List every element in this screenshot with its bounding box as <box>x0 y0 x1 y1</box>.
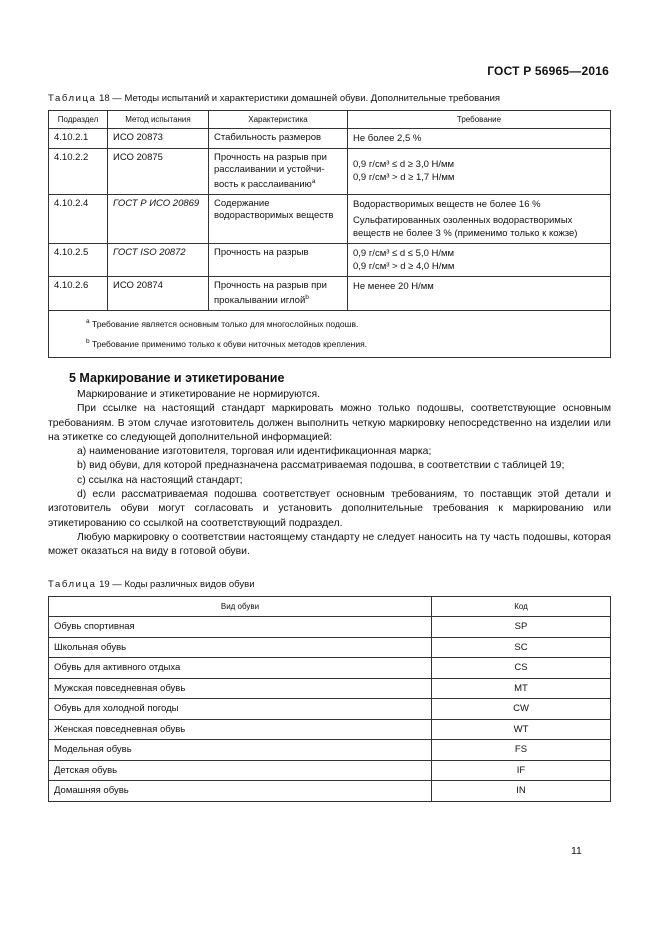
cell-requirement: Не менее 20 Н/мм <box>348 277 611 311</box>
requirement-line: 0,9 г/см³ ≤ d ≤ 5,0 Н/мм <box>353 248 455 260</box>
cell-section: 4.10.2.2 <box>49 149 108 195</box>
table-18 <box>48 110 611 358</box>
list-item: a) наименование изготовителя, торговая или идентификационная марка; <box>77 446 432 458</box>
cell-code: SC <box>432 637 611 658</box>
footnote-text: Требование является основным только для многослойных подошв. <box>89 319 359 330</box>
table-row <box>49 244 611 277</box>
table-header-row <box>49 111 611 129</box>
cell-section: 4.10.2.4 <box>49 195 108 244</box>
cell-type: Домашняя обувь <box>49 781 432 802</box>
table-18-caption-text: 18 — Методы испытаний и характеристики домашней обуви. Дополнительные требования <box>96 93 501 104</box>
characteristic-text: Прочность на разрыв при расслаивании и устойчи-вость к расслаиванию <box>214 152 327 191</box>
characteristic-text: Прочность на разрыв при прокалывании иглой <box>214 280 327 307</box>
cell-requirement: Не более 2,5 % <box>348 129 611 149</box>
cell-method: ИСО 20874 <box>108 277 209 311</box>
cell-type: Мужская повседневная обувь <box>49 678 432 699</box>
cell-method: ИСО 20875 <box>108 149 209 195</box>
paragraph: Маркирование и этикетирование не нормируются. <box>77 389 320 400</box>
table-row <box>49 129 611 149</box>
cell-code: IF <box>432 760 611 781</box>
table-row <box>49 195 611 244</box>
cell-method: ГОСТ ISO 20872 <box>108 244 209 277</box>
cell-code: SP <box>432 617 611 638</box>
requirement-line: 0,9 г/см³ > d ≥ 1,7 Н/мм <box>353 172 455 183</box>
cell-type: Модельная обувь <box>49 740 432 761</box>
cell-section: 4.10.2.5 <box>49 244 108 277</box>
column-header: Код <box>432 597 611 617</box>
document-code: ГОСТ Р 56965—2016 <box>487 64 609 78</box>
table-19-caption <box>48 579 255 590</box>
table-18-caption <box>48 93 500 104</box>
cell-section: 4.10.2.6 <box>49 277 108 311</box>
requirement-line: 0,9 г/см³ ≤ d ≥ 3,0 Н/мм <box>353 159 455 170</box>
cell-characteristic <box>209 277 348 311</box>
cell-type: Детская обувь <box>49 760 432 781</box>
cell-method: ГОСТ Р ИСО 20869 <box>108 195 209 244</box>
column-header: Подраздел <box>49 111 108 129</box>
paragraph: Любую маркировку о соответствии настоящему стандарту не следует наносить на ту часть подошвы, которая может оказаться на виду в готовой обуви. <box>48 531 611 558</box>
table-header-row <box>49 597 611 617</box>
footnote <box>54 333 605 353</box>
cell-type: Обувь для активного отдыха <box>49 658 432 679</box>
column-header: Метод испытания <box>108 111 209 129</box>
list-item: d) если рассматриваемая подошва соответствует основным требованиям, то поставщик этой детали и изготовитель обуви могут согласовать и установить дополнительные требования к маркированию или этикетированию со ссылкой на соответствующий подраздел. <box>48 489 611 529</box>
cell-characteristic: Стабильность размеров <box>209 129 348 149</box>
table-row <box>49 781 611 802</box>
cell-requirement <box>348 149 611 195</box>
table-19-caption-label: Таблица <box>48 579 97 590</box>
column-header: Требование <box>348 111 611 129</box>
table-18-caption-label: Таблица <box>48 93 97 104</box>
table-row <box>49 760 611 781</box>
footnote-mark: b <box>305 294 309 302</box>
cell-code: WT <box>432 719 611 740</box>
list-item: b) вид обуви, для которой предназначена рассматриваемая подошва, в соответствии с таблицей 19; <box>77 460 565 472</box>
cell-characteristic <box>209 149 348 195</box>
cell-code: FS <box>432 740 611 761</box>
cell-type: Обувь спортивная <box>49 617 432 638</box>
cell-section: 4.10.2.1 <box>49 129 108 149</box>
section-heading: 5 Маркирование и этикетирование <box>69 371 285 385</box>
requirement-line: Сульфатированных озоленных водорастворимых веществ не более 3 % (применимо только к кожзе) <box>353 215 578 240</box>
cell-type: Женская повседневная обувь <box>49 719 432 740</box>
footnote <box>54 313 605 333</box>
footnote-text: Требование применимо только к обуви ниточных методов крепления. <box>89 338 368 349</box>
table-row <box>49 699 611 720</box>
paragraph: При ссылке на настоящий стандарт маркировать можно только подошвы, соответствующие основным требованиям. В этом случае изготовитель должен выполнить четкую маркировку непосредственно на изделии или на этикетке со следующей дополнительной информацией: <box>48 403 611 443</box>
footnote-mark: a <box>86 318 90 326</box>
column-header: Характеристика <box>209 111 348 129</box>
cell-code: IN <box>432 781 611 802</box>
cell-type: Школьная обувь <box>49 637 432 658</box>
section-body <box>48 388 611 560</box>
cell-method: ИСО 20873 <box>108 129 209 149</box>
page-number: 11 <box>571 845 582 857</box>
table-row <box>49 678 611 699</box>
cell-code: CS <box>432 658 611 679</box>
requirement-line: Водорастворимых веществ не более 16 % <box>353 199 541 211</box>
table-19 <box>48 596 611 802</box>
list-item: c) ссылка на настоящий стандарт; <box>77 474 243 486</box>
cell-requirement <box>348 244 611 277</box>
table-row <box>49 740 611 761</box>
cell-code: MT <box>432 678 611 699</box>
cell-characteristic: Содержание водорастворимых веществ <box>209 195 348 244</box>
footnote-mark: a <box>311 178 316 185</box>
requirement-line: 0,9 г/см³ > d ≥ 4,0 Н/мм <box>353 261 455 273</box>
table-row <box>49 637 611 658</box>
cell-type: Обувь для холодной погоды <box>49 699 432 720</box>
column-header: Вид обуви <box>49 597 432 617</box>
table-notes <box>49 311 611 358</box>
table-notes-row <box>49 311 611 358</box>
cell-requirement <box>348 195 611 244</box>
table-19-caption-text: 19 — Коды различных видов обуви <box>96 579 255 590</box>
footnote-mark: b <box>86 338 90 346</box>
table-row <box>49 719 611 740</box>
table-row <box>49 617 611 638</box>
cell-code: CW <box>432 699 611 720</box>
cell-characteristic: Прочность на разрыв <box>209 244 348 277</box>
table-row <box>49 277 611 311</box>
table-row <box>49 658 611 679</box>
table-row <box>49 149 611 195</box>
